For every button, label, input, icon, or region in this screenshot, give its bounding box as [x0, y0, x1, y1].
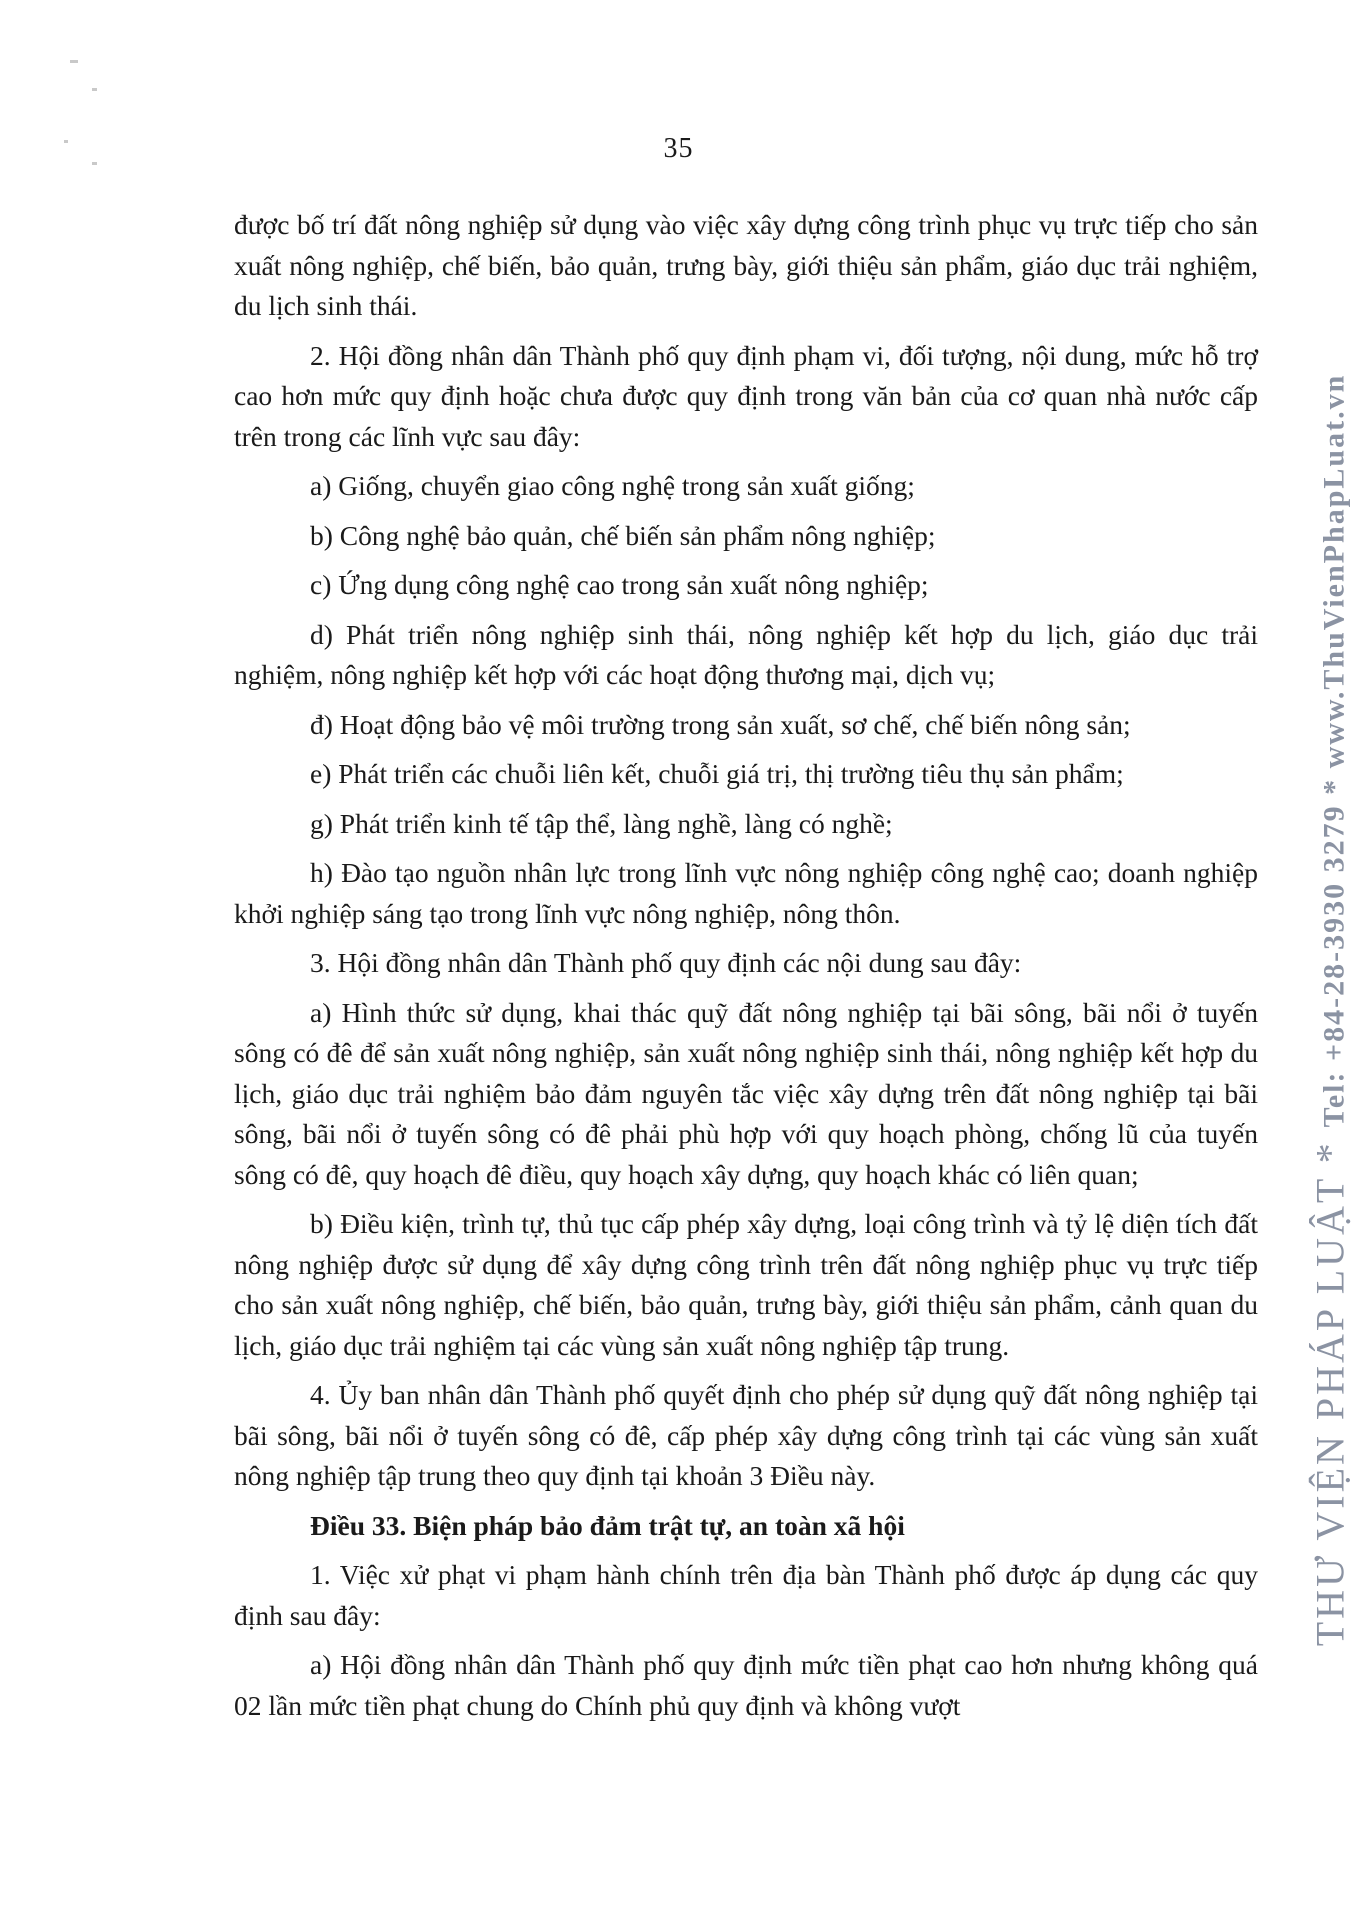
document-body: [234, 205, 1258, 1735]
clause-3-item-a: a) Hình thức sử dụng, khai thác quỹ đất nông nghiệp tại bãi sông, bãi nổi ở tuyến sông có đê để sản xuất nông nghiệp, sản xuất nông nghiệp sinh thái, nông nghiệp kết hợp du lịch, giáo dục trải nghiệm bảo đảm nguyên tắc việc xây dựng trên đất nông nghiệp tại bãi sông, bãi nổi ở tuyến sông có đê phải phù hợp với quy hoạch phòng, chống lũ của tuyến sông có đê, quy hoạch đê điều, quy hoạch xây dựng, quy hoạch khác có liên quan;: [234, 996, 1258, 1190]
article-33-clause-1-item-a: a) Hội đồng nhân dân Thành phố quy định mức tiền phạt cao hơn nhưng không quá 02 lần mức tiền phạt chung do Chính phủ quy định và không vượt: [234, 1649, 1258, 1721]
paragraph-continuation: được bố trí đất nông nghiệp sử dụng vào việc xây dựng công trình phục vụ trực tiếp cho sản xuất nông nghiệp, chế biến, bảo quản, trưng bày, giới thiệu sản phẩm, giáo dục trải nghiệm, du lịch sinh thái.: [234, 209, 1258, 321]
watermark-brand: THƯ VIỆN PHÁP LUẬT *: [1307, 1127, 1353, 1647]
clause-2-item-g: g) Phát triển kinh tế tập thể, làng nghề, làng có nghề;: [310, 807, 893, 839]
clause-4: 4. Ủy ban nhân dân Thành phố quyết định cho phép sử dụng quỹ đất nông nghiệp tại bãi sông, bãi nổi ở tuyến sông có đê, cấp phép xây dựng công trình tại các vùng sản xuất nông nghiệp tập trung theo quy định tại khoản 3 Điều này.: [234, 1379, 1258, 1491]
clause-2-item-e: e) Phát triển các chuỗi liên kết, chuỗi giá trị, thị trường tiêu thụ sản phẩm;: [310, 758, 1124, 789]
clause-3-item-b: b) Điều kiện, trình tự, thủ tục cấp phép xây dựng, loại công trình và tỷ lệ diện tích đất nông nghiệp được sử dụng để xây dựng công trình trên đất nông nghiệp phục vụ trực tiếp cho sản xuất nông nghiệp, chế biến, bảo quản, trưng bày, giới thiệu sản phẩm, cảnh quan du lịch, giáo dục trải nghiệm tại các vùng sản xuất nông nghiệp tập trung.: [234, 1208, 1258, 1361]
scan-artifact: [92, 162, 97, 165]
clause-2-item-b: b) Công nghệ bảo quản, chế biến sản phẩm nông nghiệp;: [310, 519, 936, 551]
clause-2-item-h: h) Đào tạo nguồn nhân lực trong lĩnh vực nông nghiệp công nghệ cao; doanh nghiệp khởi nghiệp sáng tạo trong lĩnh vực nông nghiệp, nông thôn.: [234, 857, 1258, 929]
clause-2-item-dd: đ) Hoạt động bảo vệ môi trường trong sản xuất, sơ chế, chế biến nông sản;: [310, 708, 1131, 740]
page-number: 35: [663, 133, 694, 164]
scan-artifact: [64, 140, 68, 143]
clause-2-item-d: d) Phát triển nông nghiệp sinh thái, nông nghiệp kết hợp du lịch, giáo dục trải nghiệm, nông nghiệp kết hợp với các hoạt động thương mại, dịch vụ;: [234, 618, 1258, 690]
article-33-heading: Điều 33. Biện pháp bảo đảm trật tự, an toàn xã hội: [310, 1509, 905, 1541]
watermark-contact: Tel: +84-28-3930 3279 * www.ThuVienPhapLuat.vn: [1317, 373, 1351, 1128]
scan-artifact: [92, 88, 97, 91]
clause-2-item-c: c) Ứng dụng công nghệ cao trong sản xuất nông nghiệp;: [310, 569, 929, 600]
scan-artifact: [70, 60, 78, 63]
clause-2-item-a: a) Giống, chuyển giao công nghệ trong sản xuất giống;: [310, 470, 915, 501]
side-watermark: [1300, 373, 1357, 1647]
article-33-clause-1: 1. Việc xử phạt vi phạm hành chính trên địa bàn Thành phố được áp dụng các quy định sau đây:: [234, 1559, 1258, 1631]
clause-3: 3. Hội đồng nhân dân Thành phố quy định các nội dung sau đây:: [310, 947, 1022, 978]
clause-2: 2. Hội đồng nhân dân Thành phố quy định phạm vi, đối tượng, nội dung, mức hỗ trợ cao hơn mức quy định hoặc chưa được quy định trong văn bản của cơ quan nhà nước cấp trên trong các lĩnh vực sau đây:: [234, 339, 1258, 452]
watermark-text: [1307, 374, 1354, 1647]
